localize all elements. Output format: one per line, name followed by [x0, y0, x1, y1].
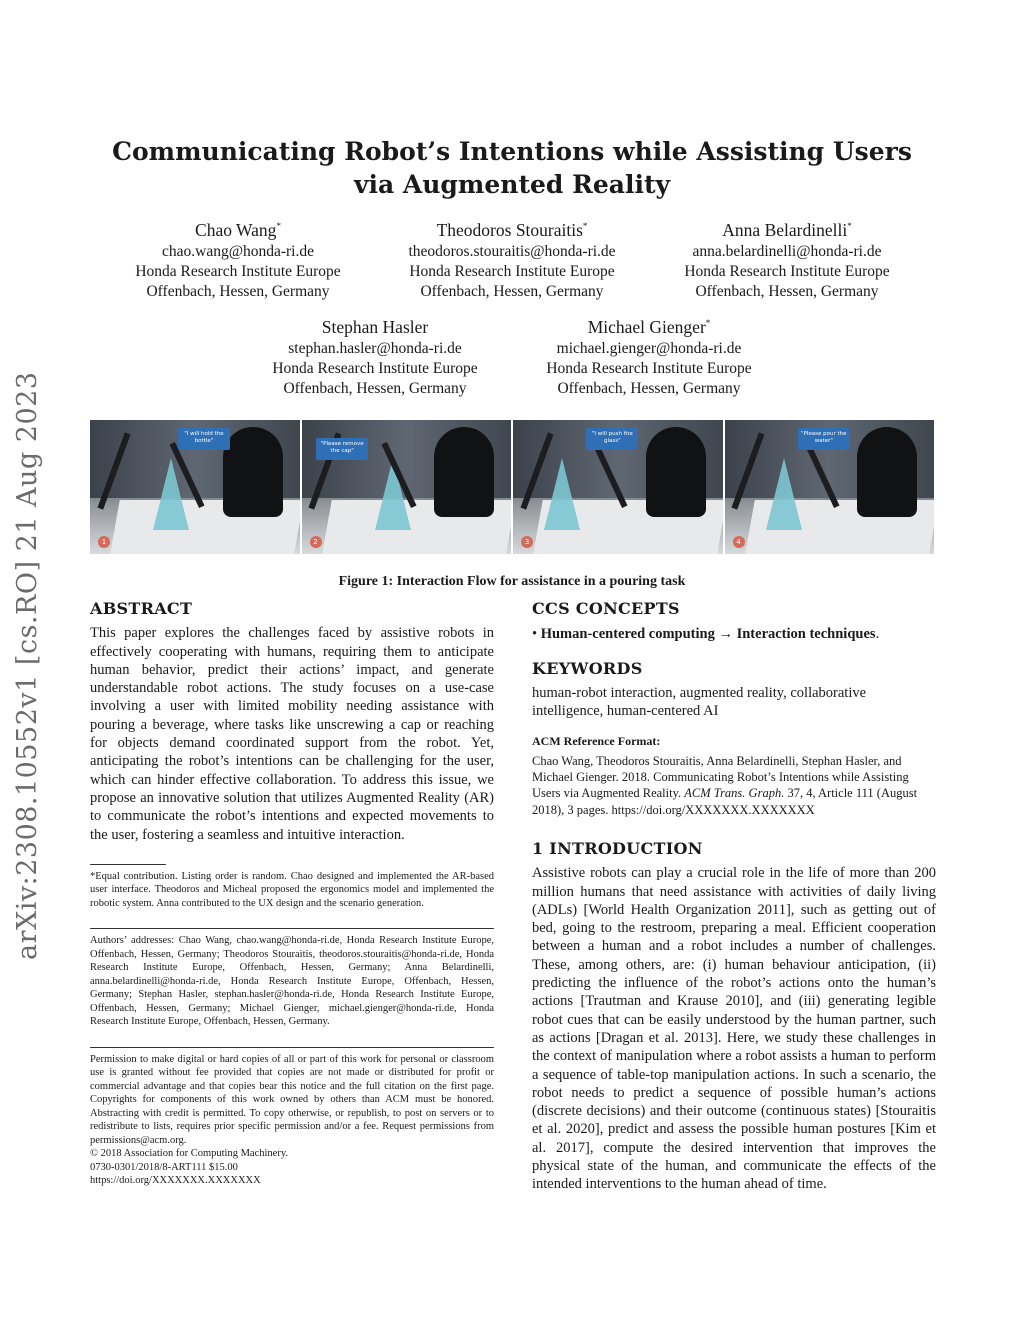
keywords-text: human-robot interaction, augmented reality, collaborative intelligence, human-centered AI — [532, 684, 867, 720]
figure-panel — [513, 420, 723, 554]
issn-line: 0730-0301/2018/8-ART111 $15.00 — [90, 1161, 238, 1173]
author-affiliation: Honda Research Institute Europe — [546, 360, 752, 377]
author-name: Michael Gienger* — [587, 317, 711, 337]
figure-panel — [725, 420, 935, 554]
doi-line: https://doi.org/XXXXXXX.XXXXXXX — [90, 1175, 261, 1187]
author-name: Anna Belardinelli* — [722, 220, 852, 240]
permission-notice: Permission to make digital or hard copies of all or part of this work for personal or classroom use is granted without fee provided that copies are not made or distributed for profit or commercial advantage and that copies bear this notice and the full citation on the first page. Copyrights for components of this work owned by others than ACM must be honored. Abstracting with credit is permitted. To copy otherwise, or republish, to post on servers or to redistribute to lists, requires prior specific permission and/or a fee. Request permissions from permissions@acm.org. — [90, 1053, 494, 1146]
step-number: 1 — [98, 536, 110, 548]
divider — [90, 928, 494, 929]
author-affiliation: Honda Research Institute Europe — [684, 263, 890, 280]
copyright-line: © 2018 Association for Computing Machinery. — [90, 1148, 289, 1160]
speech-bubble: "Please remove the cap" — [316, 438, 368, 460]
author-email: michael.gienger@honda-ri.de — [556, 340, 742, 357]
step-number: 3 — [521, 536, 533, 548]
figure-1 — [90, 420, 934, 554]
author-block — [392, 218, 632, 302]
keywords-heading: KEYWORDS — [532, 658, 643, 678]
acm-reference-heading: ACM Reference Format: — [532, 734, 661, 749]
left-column — [90, 600, 494, 1188]
figure-panel — [302, 420, 512, 554]
author-block — [118, 218, 358, 302]
right-column — [532, 600, 936, 1194]
author-email: theodoros.stouraitis@honda-ri.de — [408, 243, 616, 260]
abstract-heading: ABSTRACT — [90, 599, 193, 618]
introduction-heading: 1 INTRODUCTION — [532, 838, 703, 858]
speech-bubble: "I will push the glass" — [586, 428, 638, 450]
author-location: Offenbach, Hessen, Germany — [695, 283, 879, 300]
author-block — [667, 218, 907, 302]
author-name: Chao Wang* — [195, 220, 281, 240]
speech-bubble: "I will hold the bottle" — [178, 428, 230, 450]
divider — [90, 1047, 494, 1048]
authors-addresses: Authors’ addresses: Chao Wang, chao.wang@honda-ri.de, Honda Research Institute Europe, Offenbach, Hessen, Germany; Theodoros Stouraitis, theodoros.stouraitis@honda-ri.de, Honda Research Institute Europe, Offenbach, Hessen, Germany; Anna Belardinelli, anna.belardinelli@honda-ri.de, Honda Research Institute Europe, Offenbach, Hessen, Germany; Stephan Hasler, stephan.hasler@honda-ri.de, Honda Research Institute Europe, Offenbach, Hessen, Germany; Michael Gienger, michael.gienger@honda-ri.de, Honda Research Institute Europe, Offenbach, Hessen, Germany. — [90, 935, 494, 1028]
author-name: Theodoros Stouraitis* — [436, 220, 588, 240]
author-email: stephan.hasler@honda-ri.de — [288, 340, 462, 357]
step-number: 2 — [310, 536, 322, 548]
author-affiliation: Honda Research Institute Europe — [135, 263, 341, 280]
author-location: Offenbach, Hessen, Germany — [146, 283, 330, 300]
author-affiliation: Honda Research Institute Europe — [272, 360, 478, 377]
author-block — [529, 315, 769, 399]
step-number: 4 — [733, 536, 745, 548]
author-location: Offenbach, Hessen, Germany — [557, 380, 741, 397]
paper-title: Communicating Robot’s Intentions while Assisting Users via Augmented Reality — [112, 137, 912, 199]
arxiv-identifier: arXiv:2308.10552v1 [cs.RO] 21 Aug 2023 — [12, 371, 43, 960]
introduction-text: Assistive robots can play a crucial role in the life of more than 200 million humans that need assistance with activities of daily living (ADLs) [World Health Organization 2011], such as getting out of bed, going to the restroom, preparing a meal. Efficient cooperation between a human and a robot includes a number of challenges. These, among others, are: (i) human behaviour anticipation, (ii) predicting the influence of the robot’s actions onto the human’s actions [Trautman and Krause 2010], and (iii) generating legible robot cues that can be easily understood by the human partner, such as actions [Dragan et al. 2013]. Here, we study these challenges in the context of manipulation where a robot assists a human to perform a sequence of table-top manipulation actions. In such a scenario, the robot needs to predict a sequence of possible human’s actions (discrete decisions) and their outcome (continuous states) [Stouraitis et al. 2020], predict and assess the possible human postures [Kim et al. 2017], compute the desired intervention that improves the physical state of the human, and communicate the effects of the intended interventions to the human ahead of time. — [532, 865, 936, 1193]
footnote-contribution: *Equal contribution. Listing order is random. Chao designed and implemented the AR-based user interface. Theodoros and Micheal proposed the ergonomics model and implemented the robotic system. Anna contributed to the UX design and the scenario generation. — [90, 870, 494, 909]
ccs-heading: CCS CONCEPTS — [532, 599, 680, 618]
author-email: chao.wang@honda-ri.de — [162, 243, 314, 260]
abstract-text: This paper explores the challenges faced by assistive robots in effectively cooperating with humans, requiring them to anticipate human behavior, predict their actions’ impact, and generate understandable robot actions. The study focuses on a use-case involving a user with limited mobility needing assistance with pouring a beverage, where tasks like unscrewing a cap or reaching for objects demand coordinated support from the robot. Yet, anticipating the robot’s intentions can be challenging for the user, which can hinder effective collaboration. To address this issue, we propose an innovative solution that utilizes Augmented Reality (AR) to communicate the robot’s intentions and expected movements to the user, fostering a seamless and intuitive interaction. — [90, 625, 494, 843]
author-block — [255, 315, 495, 399]
ccs-concepts: • Human-centered computing → Interaction techniques. — [532, 626, 880, 643]
author-affiliation: Honda Research Institute Europe — [409, 263, 615, 280]
figure-caption: Figure 1: Interaction Flow for assistance in a pouring task — [338, 574, 686, 589]
footnote-rule — [90, 864, 166, 865]
author-name: Stephan Hasler — [321, 317, 429, 337]
author-location: Offenbach, Hessen, Germany — [420, 283, 604, 300]
author-email: anna.belardinelli@honda-ri.de — [692, 243, 882, 260]
author-location: Offenbach, Hessen, Germany — [283, 380, 467, 397]
figure-panel — [90, 420, 300, 554]
speech-bubble: "Please pour the water" — [798, 428, 850, 450]
acm-reference-text: Chao Wang, Theodoros Stouraitis, Anna Belardinelli, Stephan Hasler, and Michael Gienger. 2018. Communicating Robot’s Intentions while Assisting Users via Augmented Reality. ACM Trans. Graph. 37, 4, Article 111 (August 2018), 3 pages. https://doi.org/XXXXXXX.XXXXXXX — [532, 753, 918, 817]
